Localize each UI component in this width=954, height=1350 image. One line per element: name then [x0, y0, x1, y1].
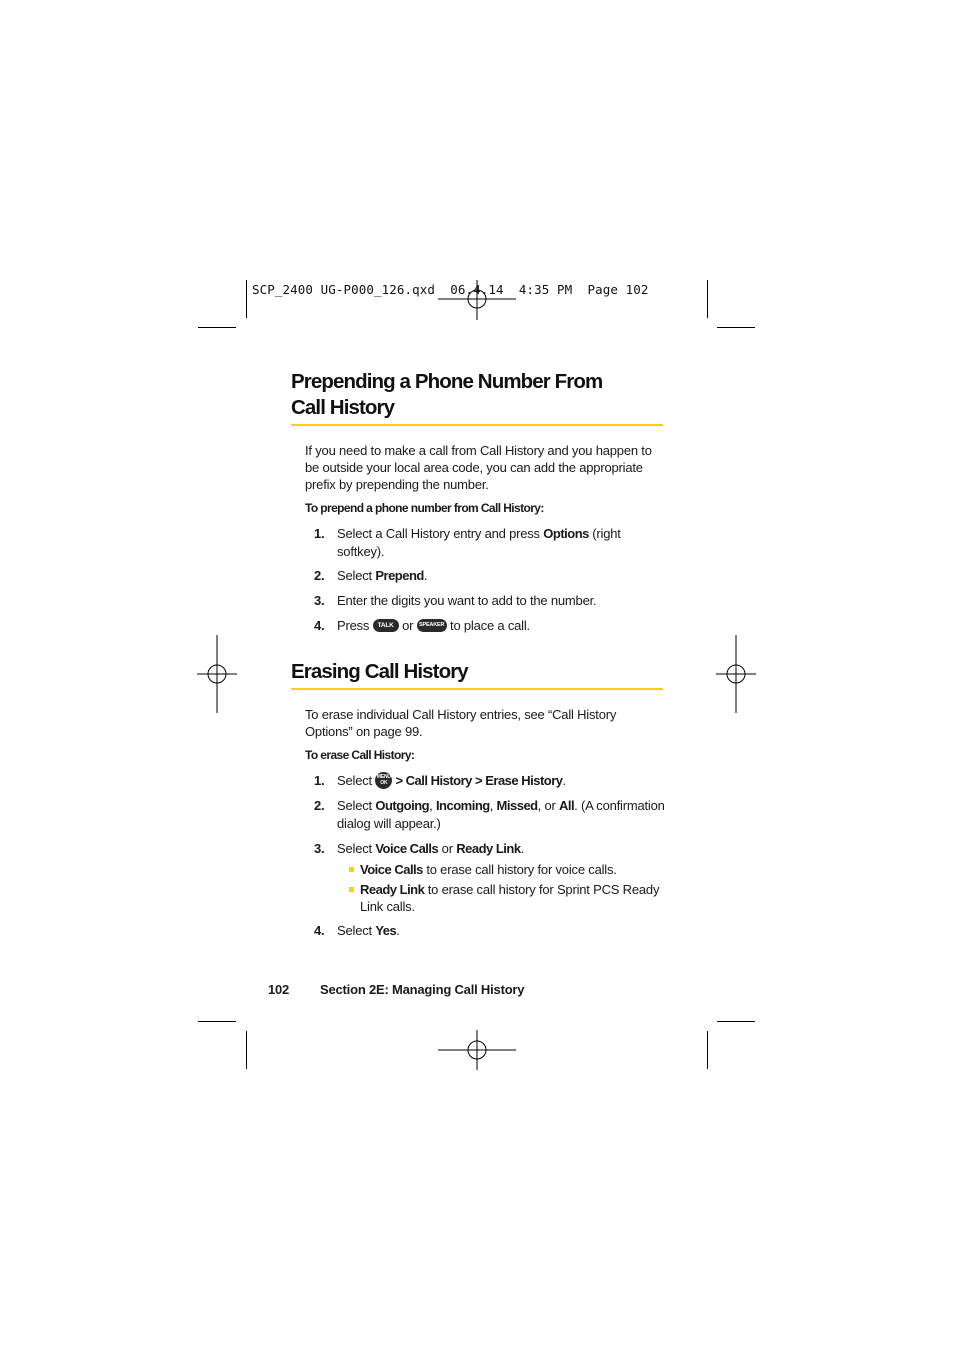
section-heading-prepending: [291, 369, 663, 421]
menu-ok-key-icon: MENU OK: [375, 772, 392, 789]
heading-line-2: Call History: [291, 396, 395, 419]
intro-paragraph: If you need to make a call from Call History and you happen to be outside your local area code, you can add the appropriate prefix by prepending the number.: [305, 443, 652, 492]
page-number: 102: [268, 982, 290, 997]
step-number: 2.: [314, 798, 325, 813]
step-number: 2.: [314, 568, 325, 583]
step-number: 3.: [314, 593, 325, 608]
heading-rule: [291, 688, 663, 690]
options-label: Options: [543, 526, 589, 541]
registration-mark-bottom: [438, 1030, 516, 1070]
talk-key-icon: TALK: [373, 619, 399, 632]
intro-paragraph: To erase individual Call History entries, see “Call History Options” on page 99.: [305, 707, 617, 739]
speaker-key-icon: SPEAKER: [417, 619, 447, 632]
procedure-subheading: To erase Call History:: [305, 748, 415, 762]
registration-mark-right: [716, 635, 756, 713]
section-heading-erasing: Erasing Call History: [291, 660, 468, 683]
footer-section-title: Section 2E: Managing Call History: [320, 982, 525, 997]
yes-label: Yes: [375, 923, 397, 938]
step-number: 1.: [314, 773, 325, 788]
step-number: 4.: [314, 618, 325, 633]
prepend-label: Prepend: [375, 568, 424, 583]
file-slug: SCP_2400 UG-P000_126.qxd 06.4.14 4:35 PM Page 102: [252, 282, 649, 297]
heading-line-1: Prepending a Phone Number From: [291, 370, 603, 393]
registration-mark-left: [197, 635, 237, 713]
bullet-square-icon: [349, 867, 354, 872]
step-number: 1.: [314, 526, 325, 541]
bullet-square-icon: [349, 887, 354, 892]
procedure-subheading: To prepend a phone number from Call History:: [305, 501, 544, 515]
step-number: 4.: [314, 923, 325, 938]
menu-path: > Call History > Erase History: [392, 773, 563, 788]
step-number: 3.: [314, 841, 325, 856]
heading-rule: [291, 424, 663, 426]
